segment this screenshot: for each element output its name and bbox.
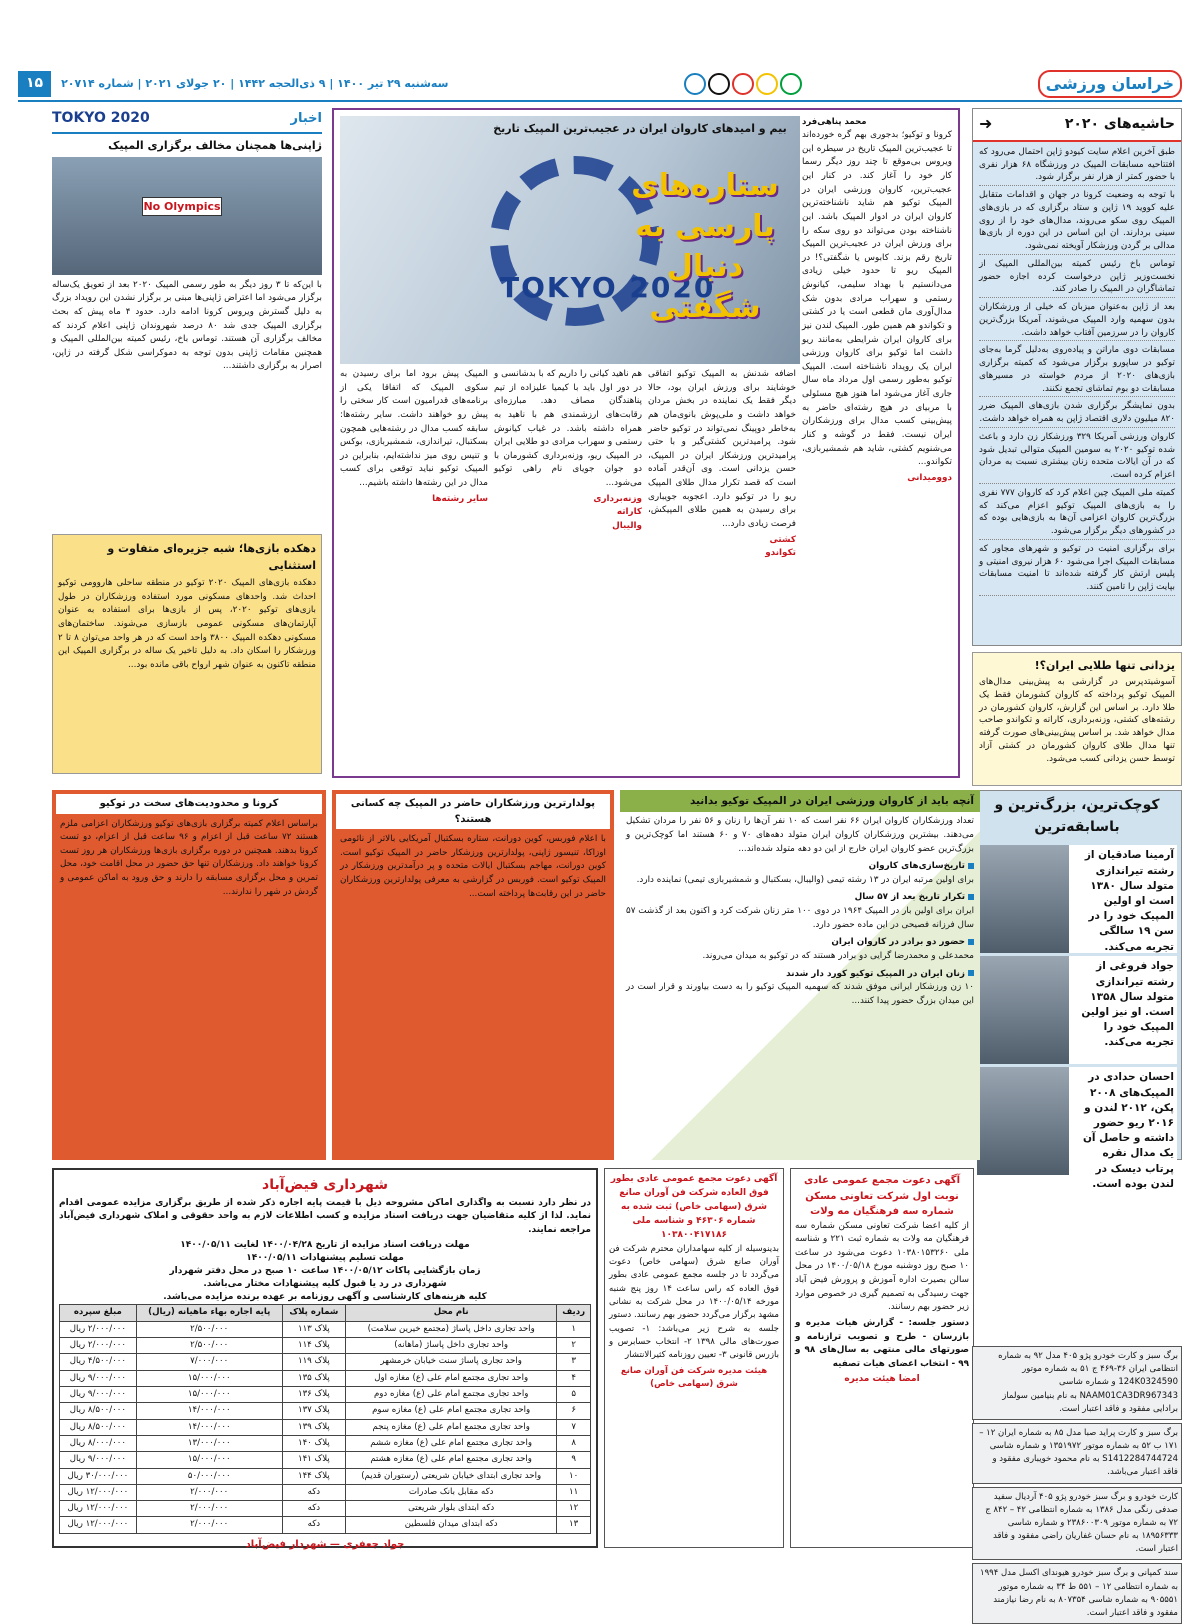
bullet-square-icon: [968, 939, 974, 945]
table-cell: دکه: [282, 1517, 345, 1533]
village-body: دهکده بازی‌های المپیک ۲۰۲۰ توکیو در منطقه ساحلی هاروومی توکیو احداث شد. واحدهای مسکونی مورد استفاده ورزشکاران در طول بازی‌های توکیو ۲۰۲۰، پس از بازی‌ها برای استفاده به عنوان آپارتمان‌های مسکونی عمومی بازسازی می‌شوند. ساختمان‌های مسکونی دهکده المپیک ۳۸۰۰ واحد است که در هر واحد می‌توان ۸ تا ۲ ورزشکار را اسکان داد. به دلیل تاخیر یک ساله در برگزاری المپیک این منطقه تاکنون به عنوان شهر ارواح باقی مانده بود...: [58, 578, 317, 670]
rich-body: با اعلام فوربس، کوین دورانت، ستاره بسکتبال آمریکایی بالاتر از نائومی اوزاکا، تنیسور ژاپنی، پولدارترین ورزشکار حاضر در المپیک توکیو است. کوین دورانت، مهاجم بسکتبال ایالات متحده و پر درآمدترین ورزشکار در المپیک توکیو است. فوربس در گزارشی به معرفی پولدارترین ورزشکاران حاضر در این رقابت‌ها پرداخته است...: [340, 834, 606, 899]
corona-box: [52, 790, 326, 1160]
table-cell: ۵۰/۰۰۰/۰۰۰: [136, 1468, 282, 1484]
subhead-volleyball: والیبال: [612, 520, 642, 531]
subhead-taekwondo: تکواندو: [765, 548, 796, 559]
table-row: [60, 1354, 591, 1370]
facts-text: محمدعلی و محمدرضا گرایی دو برادر هستند که در توکیو به میدان می‌روند.: [702, 950, 974, 961]
table-row: [60, 1452, 591, 1468]
table-cell: واحد تجاری مجتمع امام علی (ع) مغازه سوم: [346, 1403, 557, 1419]
facts-subhead: زنان ایران در المپیک توکیو کورد دار شدند: [786, 968, 965, 979]
table-row: [60, 1435, 591, 1451]
table-cell: پلاک ۱۴۴: [282, 1468, 345, 1484]
table-cell: ۱۵/۰۰۰/۰۰۰: [136, 1370, 282, 1386]
table-cell: ۹/۰۰۰/۰۰۰ ریال: [60, 1452, 137, 1468]
facts-subhead: تاریخ‌سازی‌های کاروان: [868, 861, 965, 872]
athlete-photo: [977, 956, 1069, 1064]
table-header: مبلغ سپرده: [60, 1305, 137, 1321]
sidelines-item: کمیته ملی المپیک چین اعلام کرد که کاروان ۷۷۷ نفری را به بازی‌های المپیک توکیو اعزام می‌کند که بزرگ‌ترین کاروان اعزامی آن‌ها به بازی‌هایی بوده که در کشورهای دیگر برگزار می‌شود.: [979, 486, 1175, 540]
tender-line: شهرداری در رد یا قبول کلیه پیشنهادات مختار می‌باشد.: [203, 1279, 447, 1290]
table-cell: پلاک ۱۳۷: [282, 1403, 345, 1419]
table-cell: واحد تجاری پاساژ سنت خیابان خرمشهر: [346, 1354, 557, 1370]
table-cell: واحد تجاری مجتمع امام علی (ع) مغازه اول: [346, 1370, 557, 1386]
table-row: [60, 1468, 591, 1484]
tender-line: مهلت دریافت اسناد مزایده از تاریخ ۱۴۰۰/۰۴/۲۸ لغایت ۱۴۰۰/۰۵/۱۱: [180, 1240, 470, 1251]
table-row: [60, 1484, 591, 1500]
ad1-title: آگهی دعوت مجمع عمومی عادی بطور فوق العاده شرکت فن آوران صانع شرق (سهامی خاص) ثبت شده به شماره ۴۶۳۰۶ و شناسه ملی ۱۰۳۸۰۰۴۱۷۱۸۶: [610, 1174, 778, 1240]
table-cell: دکه مقابل بانک صادرات: [346, 1484, 557, 1500]
notice-ad-1: [604, 1168, 784, 1548]
table-cell: ۹: [557, 1452, 591, 1468]
tender-line: کلیه هزینه‌های کارشناسی و آگهی روزنامه بر عهده برنده مزایده می‌باشد.: [163, 1292, 487, 1303]
table-cell: ۱۳/۰۰۰/۰۰۰: [136, 1435, 282, 1451]
classified-ad: کارت خودرو و برگ سبز خودرو پژو ۴۰۵ آردیال سفید صدفی رنگی مدل ۱۳۸۶ به شماره انتظامی ۴۲ – ۸۴۲ ج ۷۲ به شماره موتور ۲۳۸۶۰۰۳۰۹ و شماره شاسی ۱۸۹۵۶۳۳۳ به نام حسان غفاریان راضی مفقود و فاقد اعتبار است.: [972, 1487, 1182, 1561]
sidelines-item: بعد از ژاپن به‌عنوان میزبان که خیلی از ورزشکاران بدون سهمیه وارد المپیک می‌شوند، آمریکا بزرگ‌ترین کاروان را در سرزمین آفتاب خواهد داشت.: [979, 300, 1175, 341]
table-row: [60, 1403, 591, 1419]
brand-logo: خراسان ورزشی: [1038, 70, 1182, 99]
facts-subhead: حضور دو برادر در کاروان ایران: [831, 937, 965, 948]
yazdani-title: یزدانی تنها طلایی ایران؟!: [1034, 659, 1175, 672]
table-cell: ۱۲/۰۰۰/۰۰۰ ریال: [60, 1484, 137, 1500]
ad2-body: از کلیه اعضا شرکت تعاونی مسکن شماره سه فرهنگیان مه ولات به شماره ثبت ۲۲۱ و شناسه ملی ۱۰۳۸۰۱۵۳۲۶۰ دعوت می‌شود در ساعت ۱۰ صبح روز دوشنبه مورخ ۱۴۰۰/۰۵/۱۸ در محل سالن بصیرت اداره آموزش و پرورش فیض آباد جهت رسیدگی به تصمیم گیری در خصوص موارد زیر حضور بهم رسانند.: [795, 1220, 969, 1313]
village-title: دهکده بازی‌ها؛ شبه جزیره‌ای متفاوت و استثنایی: [107, 542, 316, 573]
news-label: اخبار: [290, 110, 322, 126]
table-cell: ۱۲/۰۰۰/۰۰۰ ریال: [60, 1501, 137, 1517]
subhead-karate: کاراته: [616, 507, 642, 518]
table-cell: پلاک ۱۳۵: [282, 1370, 345, 1386]
table-cell: ۸/۵۰۰/۰۰۰ ریال: [60, 1403, 137, 1419]
ad1-body: بدینوسیله از کلیه سهامداران محترم شرکت فن آوران صانع شرق (سهامی خاص) دعوت می‌گردد تا در جلسه مجمع عمومی عادی بطور فوق العاده که راس ساعت ۱۴ روز پنج شنبه مورخه ۱۴۰۰/۰۵/۱۴ در محل شرکت به نشانی مشهد برگزار می‌گردد حضور بهم رسانند. دستور جلسه به شرح زیر می‌باشد: ۱- تصویب صورت‌های مالی ۱۳۹۸ ۲- انتخاب حسابرس و بازرس قانونی ۳- تعیین روزنامه کثیرالانتشار: [609, 1243, 779, 1361]
athlete-photo: [977, 845, 1069, 953]
feature-article: [332, 108, 960, 778]
table-cell: ۸: [557, 1435, 591, 1451]
table-row: [60, 1370, 591, 1386]
feature-kicker: بیم و امیدهای کاروان ایران در عجیب‌ترین المپیک تاریخ: [493, 122, 787, 135]
tokyo-logo: TOKYO 2020: [52, 110, 150, 126]
table-row: [60, 1517, 591, 1533]
sidelines-box: [972, 108, 1182, 646]
table-cell: ۱۲: [557, 1501, 591, 1517]
tender-ad: [52, 1168, 598, 1548]
facts-item: [626, 966, 974, 1009]
table-cell: واحد تجاری مجتمع امام علی (ع) مغازه پنجم: [346, 1419, 557, 1435]
table-cell: پلاک ۱۳۶: [282, 1386, 345, 1402]
facts-subhead: تکرار تاریخ بعد از ۵۷ سال: [854, 892, 965, 903]
table-cell: ۲/۰۰۰/۰۰۰: [136, 1501, 282, 1517]
no-olympics-sign: No Olympics: [142, 197, 222, 216]
sidelines-item: بدون نمایشگر برگزاری شدن بازی‌های المپیک ضرر ۸۲۰ میلیون دلاری اقتصاد ژاپن به همراه خواهد داشت.: [979, 399, 1175, 428]
table-cell: ۵: [557, 1386, 591, 1402]
facts-item: [626, 858, 974, 887]
classifieds-column: [972, 1346, 1182, 1618]
table-cell: ۱۵/۰۰۰/۰۰۰: [136, 1452, 282, 1468]
ad2-signature: امضا هیئت مدیره: [844, 1374, 920, 1385]
profile-text: آرمینا صادقیان از رشته تیراندازی متولد سال ۱۳۸۰ است او اولین المپیک خود را در سن ۱۹ سالگی تجربه می‌کند.: [1084, 849, 1174, 953]
bullet-square-icon: [968, 863, 974, 869]
rich-title: پولدارترین ورزشکاران حاضر در المپیک چه کسانی هستند؟: [336, 794, 610, 829]
tokyo-emblem-photo: [340, 116, 800, 364]
table-cell: ۸/۵۰۰/۰۰۰ ریال: [60, 1419, 137, 1435]
feature-col-4: المپیک پیش برود اما برای رسیدن به سکوی المپیک که اتفاقا یکی از برنامه‌های قدرامیون است کار سختی را پیش رو خواهند داشت. سایر رشته‌ها: سابقه کسب مدال در رشته‌هایی همچون بسکتبال، تیراندازی، شمشیربازی، بوکس و تنیس روی میز نداشته‌ایم، بنابراین در المپیک توکیو نباید توقعی برای کسب مدال در این رشته‌ها داشته باشیم...: [340, 369, 488, 488]
table-cell: واحد تجاری مجتمع امام علی (ع) مغازه ششم: [346, 1435, 557, 1451]
dateline: سه‌شنبه ۲۹ تیر ۱۴۰۰ | ۹ ذی‌الحجه ۱۴۴۲ | ۲۰ جولای ۲۰۲۱ | شماره ۲۰۷۱۴: [61, 77, 449, 91]
table-cell: پلاک ۱۱۴: [282, 1338, 345, 1354]
table-cell: واحد تجاری مجتمع امام علی (ع) مغازه دوم: [346, 1386, 557, 1402]
facts-text: برای اولین مرتبه ایران در ۱۳ رشته تیمی (والیبال، بسکتبال و شمشیربازی تیمی) نماینده دارد.: [636, 874, 974, 885]
table-cell: واحد تجاری مجتمع امام علی (ع) مغازه هشتم: [346, 1452, 557, 1468]
ad1-signature: هیئت مدیره شرکت فن آوران صانع شرق (سهامی خاص): [620, 1365, 768, 1389]
table-cell: ۲: [557, 1338, 591, 1354]
table-cell: ۶: [557, 1403, 591, 1419]
table-cell: پلاک ۱۱۹: [282, 1354, 345, 1370]
subhead-duvomidani: دوومیدانی: [907, 472, 952, 483]
notice-ad-2: [790, 1168, 974, 1548]
news-body: با این‌که تا ۳ روز دیگر به طور رسمی المپیک ۲۰۲۰ بعد از تعویق یک‌ساله برگزار می‌شود اما اعتراض ژاپنی‌ها مبنی بر برگزار نشدن این رویداد بزرگ به دلیل گسترش ویروس کرونا ادامه دارد. حدود ۴ ماه پیش که بحث برگزاری المپیک جدی شد ۸۰ درصد شهروندان ژاپنی اعلام کردند که مخالف برگزاری آن هستند. توماس باخ، رئیس کمیته بین‌المللی المپیک و همچنین مقامات ژاپنی بدون توجه به دموکراسی شکل گرفته در ژاپن، اصرار به برگزاری داشتند...: [52, 279, 323, 372]
tender-intro: در نظر دارد نسبت به واگذاری اماکن مشروحه ذیل با قیمت پایه اجاره ذکر شده از طریق برگزاری مزایده عمومی اقدام نماید. لذا از کلیه متقاضیان جهت دریافت اسناد مزایده و کسب اطلاعات لازم به واحد حقوقی و املاک شهرداری فیض‌آباد مراجعه نمایند.: [59, 1197, 591, 1235]
table-cell: پلاک ۱۴۱: [282, 1452, 345, 1468]
table-header: ردیف: [557, 1305, 591, 1321]
corona-title: کرونا و محدودیت‌های سخت در توکیو: [56, 794, 322, 814]
profiles-box: [972, 790, 1182, 1190]
classified-ad: سند کمپانی و برگ سبز خودرو هیوندای اکسل مدل ۱۹۹۴ به شماره انتظامی ۱۲ – ۵۵۱ ط ۳۴ به شماره موتور ۹۰۵۵۵۱ به شماره شاسی ۸۰۷۳۵۴ به نام رضا نیازمند مفقود و فاقد اعتبار است.: [972, 1563, 1182, 1624]
profile-card: [977, 956, 1177, 1064]
table-cell: ۳۰/۰۰۰/۰۰۰ ریال: [60, 1468, 137, 1484]
table-cell: ۱۳: [557, 1517, 591, 1533]
table-cell: ۷/۰۰۰/۰۰۰: [136, 1354, 282, 1370]
arrow-right-icon: ➜: [979, 114, 993, 133]
table-header: پایه اجاره بهاء ماهیانه (ریال): [136, 1305, 282, 1321]
table-cell: ۴/۵۰۰/۰۰۰ ریال: [60, 1354, 137, 1370]
table-row: [60, 1321, 591, 1337]
profile-card: [977, 845, 1177, 953]
page-header: [18, 68, 1182, 102]
profile-text: احسان حدادی در المپیک‌های ۲۰۰۸ پکن، ۲۰۱۲ لندن و ۲۰۱۶ ریو حضور داشته و حاصل آن یک مدال نقره پرتاب دیسک در لندن بوده است.: [1082, 1071, 1174, 1190]
athlete-photo: [977, 1067, 1069, 1175]
facts-text: ایران برای اولین بار در المپیک ۱۹۶۴ در دوی ۱۰۰ متر زنان شرکت کرد و اکنون بعد از گذشت ۵۷ سال فرزانه فصیحی در این ماده حضور دارد.: [626, 906, 975, 930]
table-cell: ۷: [557, 1419, 591, 1435]
table-cell: پلاک ۱۳۹: [282, 1419, 345, 1435]
sidelines-item: مسابقات دوی ماراتن و پیاده‌روی به‌دلیل گرما به‌جای توکیو در ساپورو برگزار می‌شود که کمیته برگزاری بازی‌های ۲۰۲۰ از مردم خواسته در مسیرهای مسابقات دو بوم تماشای تجمع نکنند.: [979, 343, 1175, 397]
table-cell: ۱: [557, 1321, 591, 1337]
tender-table: [59, 1304, 591, 1533]
sidelines-item: توماس باخ رئیس کمیته بین‌المللی المپیک از نخست‌وزیر ژاپن درخواست کرده اجازه حضور تماشاگران در المپیک را صادر کند.: [979, 257, 1175, 298]
yazdani-body: آسوشیتدپرس در گزارشی به پیش‌بینی مدال‌های المپیک توکیو پرداخته که کاروان کشورمان فقط یک طلا دارد. بر اساس این گزارش، کاروان کشورمان در رشته‌های کشتی، وزنه‌برداری، کاراته و تکواندو صاحب مدال خواهد شد. بر اساس پیش‌بینی‌های صورت گرفته تنها مدال طلای کاروان کشورمان در کشتی آزاد توسط حسن یزدانی کسب می‌شود.: [979, 677, 1175, 764]
corona-body: براساس اعلام کمیته برگزاری بازی‌های توکیو ورزشکاران اعزامی ملزم هستند ۷۲ ساعت قبل از اعزام و ۹۶ ساعت قبل از اعزام، دو تست کرونا بدهند. همچنین در دوره برگزاری بازی‌ها ورزشکاران هر روز تست کرونا خواهند داد. ورزشکاران تنها حق حضور در محل اقامت خود، محل تمرین و محل برگزاری مسابقه را دارند و حق ورود به اماکن عمومی و گردش در شهر را ندارند...: [60, 818, 318, 897]
page-number: ۱۵: [18, 71, 51, 97]
table-cell: واحد تجاری ابتدای خیابان شریعتی (رستوران قدیم): [346, 1468, 557, 1484]
facts-intro: تعداد ورزشکاران کاروان ایران ۶۶ نفر است که ۱۰ نفر آن‌ها را زنان و ۵۶ نفر را مردان تشکیل می‌دهند. بیشترین ورزشکاران کاروان ایران متولد دهه‌های ۷۰ و ۶۰ هستند اما کوچک‌ترین و بزرگ‌ترین عضو کاروان ایران خارج از این دو دهه متولد شده‌اند...: [626, 816, 975, 854]
table-cell: ۲/۰۰۰/۰۰۰ ریال: [60, 1321, 137, 1337]
profiles-title: کوچک‌ترین، بزرگ‌ترین و باسابقه‌ترین: [994, 797, 1160, 835]
feature-col-3: هم ناهید کیانی را داریم که با بدشانسی و در دور اول باید با کیمیا علیزاده از تیم پناهندگان مصاف دهد. مبارزه‌ای رقابت‌های ارزشمندی هم با ناهید به همراه داشته باشد. در غیاب کیانوش رستمی و سهراب مرادی دو طلایی ایران در المپیک ریو، وزنه‌برداری کشورمان با دو جوان جویای نام راهی توکیو می‌شود...: [494, 369, 642, 488]
bullet-square-icon: [968, 894, 974, 900]
table-cell: ۹/۰۰۰/۰۰۰ ریال: [60, 1386, 137, 1402]
table-cell: ۱۰: [557, 1468, 591, 1484]
table-cell: ۱۴/۰۰۰/۰۰۰: [136, 1419, 282, 1435]
facts-article: [620, 790, 980, 1160]
table-row: [60, 1501, 591, 1517]
protest-photo: [52, 157, 322, 275]
bullet-square-icon: [968, 970, 974, 976]
feature-col-1: کرونا و توکیو؛ بدجوری بهم گره خورده‌اند تا عجیب‌ترین المپیک تاریخ در سیطره این ویروس بی‌موقع تا چند روز دیگر رسما کار خود را آغاز کند. در کنار این عجیب‌ترین، کاروان ورزشی ایران در المپیک توکیو هم شاید ناشناخته‌ترین کاروان ایران در ادوار المپیک باشد. این ناشناخته بودن می‌تواند دو روی سکه را برای ورزش ایران در عجیب‌ترین المپیک تاریخ رقم بزند. کابوس یا شگفتی؟! در المپیک ریو تا حدود خیلی زیادی می‌دانستیم با بهداد سلیمی، کیانوش رستمی و سهراب مرادی بدون شک مدال‌آوری مان قطعی است یا در کشتی و تکواندو هم همین طور. المپیک لندن نیز برای کاروان ایران شرایطی به‌مانند ریو داشت اما توکیو برای کاروان ورزشی ایران یک رویداد ناشناخته است. المپیک توکیو به‌طور رسمی اول مرداد ماه سال جاری آغاز می‌شود اما هنوز هیچ مسئولی با مربیای در هیچ رشته‌ای حاضر به پیش‌بینی کسب مدال برای ورزشکاران ایران نیست. فقط در گوشه و کنار می‌شنویم کشتی، شاید هم شمشیربازی، تکواندو...: [802, 130, 952, 468]
table-cell: ۱۴/۰۰۰/۰۰۰: [136, 1403, 282, 1419]
table-cell: ۳: [557, 1354, 591, 1370]
table-cell: ۲/۰۰۰/۰۰۰ ریال: [60, 1338, 137, 1354]
table-cell: ۹/۰۰۰/۰۰۰ ریال: [60, 1370, 137, 1386]
tender-title: شهرداری فیض‌آباد: [262, 1177, 388, 1193]
ad2-agenda: دستور جلسه: - گزارش هیات مدیره و بازرسان - طرح و تصویب ترازنامه و صورتهای مالی منتهی به سال‌های ۹۸ و ۹۹ - انتخاب اعضای هیات تصفیه: [795, 1317, 969, 1369]
facts-item: [626, 934, 974, 963]
sidelines-title: حاشیه‌های ۲۰۲۰: [1064, 115, 1175, 132]
news-column: [52, 108, 322, 528]
rich-athletes-box: [332, 790, 614, 1160]
tender-line: زمان بازگشایی پاکات ۱۴۰۰/۰۵/۱۲ ساعت ۱۰ صبح در محل دفتر شهردار: [169, 1266, 481, 1277]
table-cell: ۲/۵۰۰/۰۰۰: [136, 1338, 282, 1354]
village-box: [52, 534, 322, 774]
table-cell: دکه: [282, 1501, 345, 1517]
news-title: ژاپنی‌ها همچنان مخالف برگزاری المپیک: [108, 138, 322, 152]
facts-title: آنچه باید از کاروان ورزشی ایران در المپیک توکیو بدانید: [620, 790, 980, 812]
sidelines-item: کاروان ورزشی آمریکا ۳۲۹ ورزشکار زن دارد و باعث شده توکیو ۲۰۲۰ به سومین المپیک متوالی تبدیل شود که در آن ایالات متحده زنان بیشتری نسبت به مردان اعزام کرده است.: [979, 430, 1175, 484]
table-cell: پلاک ۱۱۳: [282, 1321, 345, 1337]
table-cell: ۲/۰۰۰/۰۰۰: [136, 1484, 282, 1500]
facts-item: [626, 889, 974, 932]
subhead-koshti: کشتی: [769, 534, 796, 545]
table-cell: دکه: [282, 1484, 345, 1500]
sidelines-item: برای برگزاری امنیت در توکیو و شهرهای مجاور که مسابقات المپیک اجرا می‌شود ۶۰ هزار نیروی امنیتی و پلیس ارتش کار گرفته شده‌اند تا امنیت مسابقات بپایت ژاپن را تامین کنند.: [979, 542, 1175, 596]
table-cell: ۲/۵۰۰/۰۰۰: [136, 1321, 282, 1337]
tokyo-image-text: TOKYO 2020: [500, 271, 716, 304]
olympic-rings-icon: [684, 73, 802, 95]
subhead-weightlifting: وزنه‌برداری: [593, 493, 642, 504]
sidelines-item: با توجه به وضعیت کرونا در جهان و اقدامات متقابل علیه کووید ۱۹ ژاپن و ستاد برگزاری که در بازی‌های المپیک روی سکو می‌روند، مدال‌های خود را از روی سینی بردارند. ان این اساس در این دوره از بازی‌ها مدالی بر گردن ورزشکار آویخته نمی‌شود.: [979, 188, 1175, 255]
table-header: شماره پلاک: [282, 1305, 345, 1321]
table-cell: واحد تجاری داخل پاساژ (ماهانه): [346, 1338, 557, 1354]
yazdani-box: [972, 652, 1182, 786]
classified-ad: برگ سبز و کارت پراید صبا مدل ۸۵ به شماره ایران ۱۲ – ۱۷۱ ب ۵۲ به شماره موتور ۱۳۵۱۹۷۲ و شماره شاسی S1412284744724 به نام محمود خویباری مفقود و فاقد اعتبار می‌باشد.: [972, 1423, 1182, 1484]
table-cell: پلاک ۱۴۰: [282, 1435, 345, 1451]
table-row: [60, 1419, 591, 1435]
table-row: [60, 1338, 591, 1354]
table-cell: ۱۱: [557, 1484, 591, 1500]
table-row: [60, 1386, 591, 1402]
table-cell: ۱۲/۰۰۰/۰۰۰ ریال: [60, 1517, 137, 1533]
ad2-title: آگهی دعوت مجمع عمومی عادی نوبت اول شرکت تعاونی مسکن شماره سه فرهنگیان مه ولات: [803, 1175, 961, 1217]
table-cell: ۲/۰۰۰/۰۰۰: [136, 1517, 282, 1533]
profile-card: [977, 1067, 1177, 1190]
facts-text: ۱۰ زن ورزشکار ایرانی موفق شدند که سهمیه المپیک توکیو را به دست بیاورند و قرار است در این میدان بزرگ حضور پیدا کنند...: [626, 982, 974, 1006]
table-cell: دکه ابتدای بلوار شریعتی: [346, 1501, 557, 1517]
feature-headline: ستاره‌های پارسی به دنبال شگفتی: [631, 168, 779, 325]
classified-ad: برگ سبز و کارت خودرو پژو ۴۰۵ مدل ۹۲ به شماره انتظامی ایران ۳۶-۴۶۹ ج ۵۱ به شماره موتور 124K0324590 و شماره شاسی NAAM01CA3DR967343 به نام بنیامین سولماز برادایی مفقود و فاقد اعتبار است.: [972, 1346, 1182, 1420]
feature-col-2: اضافه شدنش به المپیک توکیو اتفاقی خوشایند برای ورزش ایران بود، حالا دیگر فقط یک نماینده در بخش مردان خواهد داشت و ملی‌پوش بانوی‌مان هم به‌خاطر دوپینگ نمی‌تواند در توکیو حاضر شود. پرامیدترین کشتی‌گیر و با حتی پرامیدترین ورزشکار ایران در المپیک، حسن یزدانی است. وی آن‌قدر آماده است که قصد تکرار مدال طلای المپیک ریو را در توکیو دارد. اعجوبه جویباری برای رسیدن به همین طلای المپیکش، فرصت زیادی دارد...: [648, 369, 796, 529]
subhead-other-sports: سایر رشته‌ها: [432, 493, 488, 504]
tender-line: مهلت تسلیم پیشنهادات ۱۴۰۰/۰۵/۱۱: [246, 1253, 404, 1264]
table-cell: ۴: [557, 1370, 591, 1386]
table-cell: واحد تجاری داخل پاساژ (مجتمع خیرین سلامت): [346, 1321, 557, 1337]
author: محمد پناهی‌فرد: [802, 117, 867, 127]
sidelines-item: طبق آخرین اعلام سایت کیودو ژاپن احتمال می‌رود که افتتاحیه مسابقات المپیک در ورزشگاه ۶۸ هزار نفری با حضور کمتر از هزار نفر برگزار شود.: [979, 145, 1175, 186]
table-cell: ۱۵/۰۰۰/۰۰۰: [136, 1386, 282, 1402]
tender-signature: جواد جعفری — شهردار فیض‌آباد: [245, 1538, 405, 1550]
profile-text: جواد فروغی از رشته تیراندازی متولد سال ۱۳۵۸ است. او نیز اولین المپیک خود را تجربه می‌کند.: [1081, 960, 1174, 1049]
table-cell: دکه ابتدای میدان فلسطین: [346, 1517, 557, 1533]
table-cell: ۸/۰۰۰/۰۰۰ ریال: [60, 1435, 137, 1451]
table-header: نام محل: [346, 1305, 557, 1321]
